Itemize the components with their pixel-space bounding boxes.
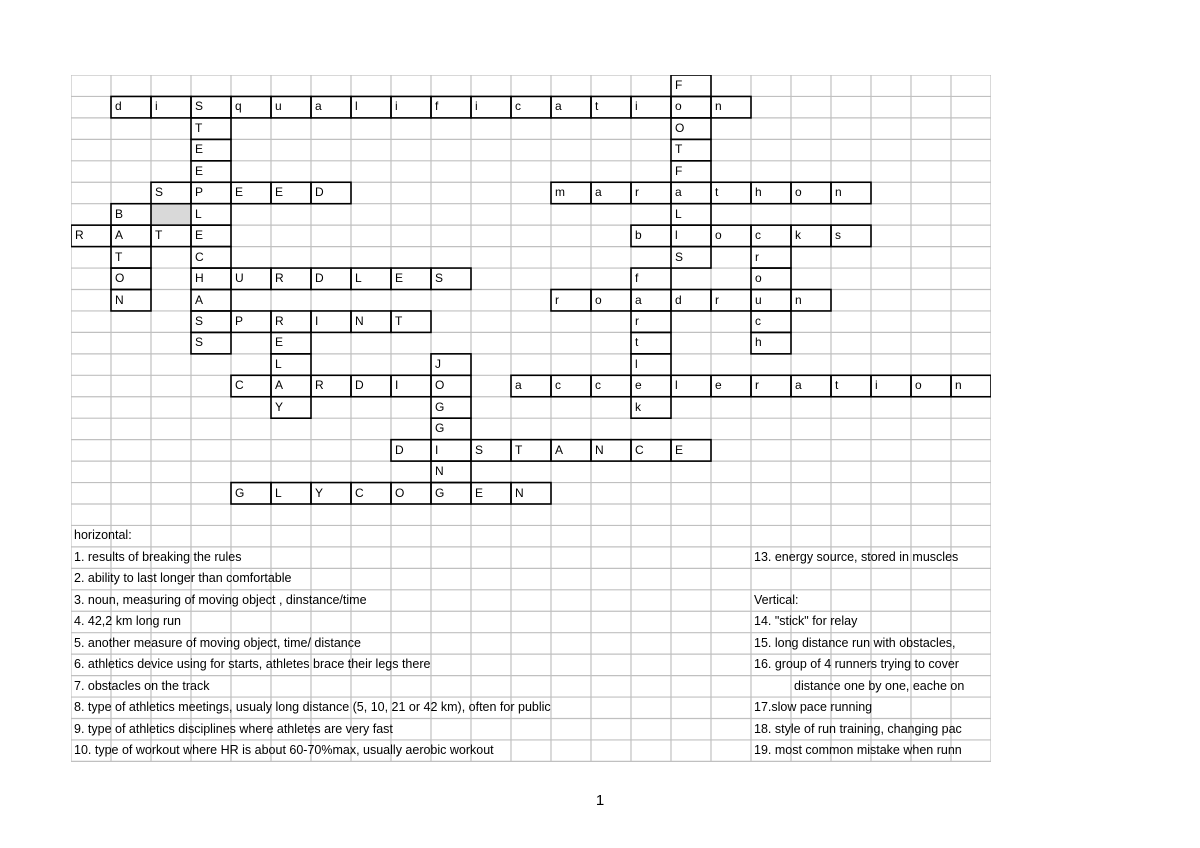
cell-letter: a [315, 99, 322, 114]
cell-letter: i [155, 99, 158, 114]
cell-letter: L [675, 206, 682, 221]
cell-letter: S [195, 99, 204, 114]
cell-letter: N [355, 313, 364, 328]
cell-letter: D [355, 378, 364, 393]
cell-letter: r [755, 249, 759, 264]
cell-letter: I [395, 378, 399, 393]
clue-left: horizontal: [74, 528, 132, 543]
cell-letter: E [395, 271, 404, 286]
cell-letter: E [275, 335, 284, 350]
cell-letter: D [315, 271, 324, 286]
cell-letter: T [395, 313, 403, 328]
cell-letter: N [435, 464, 444, 479]
clue-right: 14. "stick" for relay [754, 614, 858, 629]
cell-letter: O [115, 271, 125, 286]
cell-letter: f [435, 99, 439, 114]
cell-letter: a [515, 378, 522, 393]
cell-letter: l [355, 99, 358, 114]
cell-letter: L [275, 356, 282, 371]
cell-letter: q [235, 99, 242, 114]
cell-letter: N [515, 485, 524, 500]
cell-letter: C [355, 485, 364, 500]
cell-letter: N [595, 442, 604, 457]
cell-letter: F [675, 163, 683, 178]
clue-right: 15. long distance run with obstacles, [754, 635, 956, 650]
cell-letter: A [195, 292, 204, 307]
cell-letter: R [315, 378, 324, 393]
clue-right: 16. group of 4 runners trying to cover [754, 657, 959, 672]
cell-letter: c [555, 378, 561, 393]
cell-letter: L [195, 206, 202, 221]
cell-letter: f [635, 271, 639, 286]
cell-letter: O [435, 378, 445, 393]
cell-letter: S [155, 185, 164, 200]
clue-right: 13. energy source, stored in muscles [754, 549, 959, 564]
cell-letter: i [635, 99, 638, 114]
cell-letter: a [635, 292, 642, 307]
cell-letter: Y [275, 399, 284, 414]
clue-left: 5. another measure of moving object, time/ distance [74, 635, 361, 650]
cell-letter: I [315, 313, 319, 328]
cell-letter: E [195, 228, 204, 243]
cell-letter: P [235, 313, 244, 328]
cell-letter: t [595, 99, 599, 114]
cell-letter: k [635, 399, 641, 414]
cell-letter: s [835, 228, 841, 243]
cell-letter: i [395, 99, 398, 114]
cell-letter: a [795, 378, 802, 393]
cell-letter: h [755, 335, 762, 350]
cell-letter: T [115, 249, 123, 264]
cell-letter: S [435, 271, 444, 286]
cell-letter: o [755, 271, 762, 286]
cell-letter: i [875, 378, 878, 393]
cell-letter: r [635, 313, 639, 328]
cell-letter: E [195, 163, 204, 178]
cell-letter: m [555, 185, 565, 200]
clue-left: 9. type of athletics disciplines where athletes are very fast [74, 721, 393, 736]
cell-letter: G [435, 485, 445, 500]
cell-letter: n [795, 292, 802, 307]
cell-letter: T [195, 120, 203, 135]
cell-letter: E [675, 442, 684, 457]
cell-letter: E [475, 485, 484, 500]
cell-letter: c [595, 378, 601, 393]
cell-letter: t [715, 185, 719, 200]
cell-letter: A [275, 378, 284, 393]
cell-letter: l [675, 228, 678, 243]
cell-letter: D [395, 442, 404, 457]
cell-letter: n [955, 378, 962, 393]
clue-left: 1. results of breaking the rules [74, 549, 242, 564]
cell-letter: n [835, 185, 842, 200]
cell-letter: T [675, 142, 683, 157]
cell-letter: C [635, 442, 644, 457]
cell-letter: c [515, 99, 521, 114]
cell-letter: S [475, 442, 484, 457]
cell-letter: L [275, 485, 282, 500]
clue-left: 3. noun, measuring of moving object , dinstance/time [74, 592, 367, 607]
cell-letter: E [195, 142, 204, 157]
cell-letter: r [755, 378, 759, 393]
cell-letter: b [635, 228, 642, 243]
cell-letter: S [675, 249, 684, 264]
cell-letter: t [835, 378, 839, 393]
cell-letter: i [475, 99, 478, 114]
cell-letter: N [115, 292, 124, 307]
cell-letter: r [635, 185, 639, 200]
cell-letter: o [915, 378, 922, 393]
cell-letter: l [635, 356, 638, 371]
clue-left: 4. 42,2 km long run [74, 614, 182, 629]
cell-letter: B [115, 206, 124, 221]
cell-letter: G [235, 485, 245, 500]
cell-letter: L [355, 271, 362, 286]
cell-letter: O [675, 120, 685, 135]
cell-letter: A [115, 228, 124, 243]
clue-left: 6. athletics device using for starts, athletes brace their legs there [74, 657, 431, 672]
cell-letter: C [235, 378, 244, 393]
clue-left: 2. ability to last longer than comfortable [74, 571, 292, 586]
cell-letter: d [675, 292, 682, 307]
clue-left: 7. obstacles on the track [74, 678, 210, 693]
cell-letter: P [195, 185, 204, 200]
clue-right: 19. most common mistake when runn [754, 742, 962, 757]
cell-letter: n [715, 99, 722, 114]
cell-letter: E [275, 185, 284, 200]
cell-letter: h [755, 185, 762, 200]
cell-letter: l [675, 378, 678, 393]
cell-letter: o [595, 292, 602, 307]
cell-letter: C [195, 249, 204, 264]
shaded-cell [151, 204, 191, 225]
clue-right: 17.slow pace running [754, 700, 873, 715]
clue-right: 18. style of run training, changing pac [754, 721, 962, 736]
cell-letter: D [315, 185, 324, 200]
cell-letter: r [715, 292, 719, 307]
cell-letter: Y [315, 485, 324, 500]
cell-letter: k [795, 228, 801, 243]
cell-letter: R [275, 271, 284, 286]
cell-letter: c [755, 228, 761, 243]
clue-left: 8. type of athletics meetings, usualy long distance (5, 10, 21 or 42 km), often for public [74, 700, 551, 715]
cell-letter: I [435, 442, 439, 457]
cell-letter: a [595, 185, 602, 200]
cell-letter: R [75, 228, 84, 243]
cell-letter: G [435, 399, 445, 414]
clue-right: distance one by one, eache on [794, 678, 965, 693]
cell-letter: U [235, 271, 244, 286]
cell-letter: t [635, 335, 639, 350]
cell-letter: F [675, 78, 683, 92]
cell-letter: E [235, 185, 244, 200]
cell-letter: r [555, 292, 559, 307]
cell-letter: e [635, 378, 642, 393]
cell-letter: e [715, 378, 722, 393]
clue-right: Vertical: [754, 592, 799, 607]
cell-letter: T [155, 228, 163, 243]
cell-letter: S [195, 313, 204, 328]
cell-letter: J [435, 356, 441, 371]
cell-letter: c [755, 313, 761, 328]
cell-letter: o [675, 99, 682, 114]
cell-letter: S [195, 335, 204, 350]
cell-letter: T [515, 442, 523, 457]
cell-letter: o [715, 228, 722, 243]
crossword-sheet [71, 75, 991, 762]
cell-letter: O [395, 485, 405, 500]
cell-letter: A [555, 442, 564, 457]
cell-letter: u [755, 292, 762, 307]
cell-letter: d [115, 99, 122, 114]
cell-letter: G [435, 421, 445, 436]
clue-left: 10. type of workout where HR is about 60-70%max, usually aerobic workout [74, 742, 494, 757]
cell-letter: u [275, 99, 282, 114]
page-number: 1 [595, 792, 605, 809]
cell-letter: o [795, 185, 802, 200]
cell-letter: H [195, 271, 204, 286]
cell-letter: R [275, 313, 284, 328]
cell-letter: a [555, 99, 562, 114]
cell-letter: a [675, 185, 682, 200]
